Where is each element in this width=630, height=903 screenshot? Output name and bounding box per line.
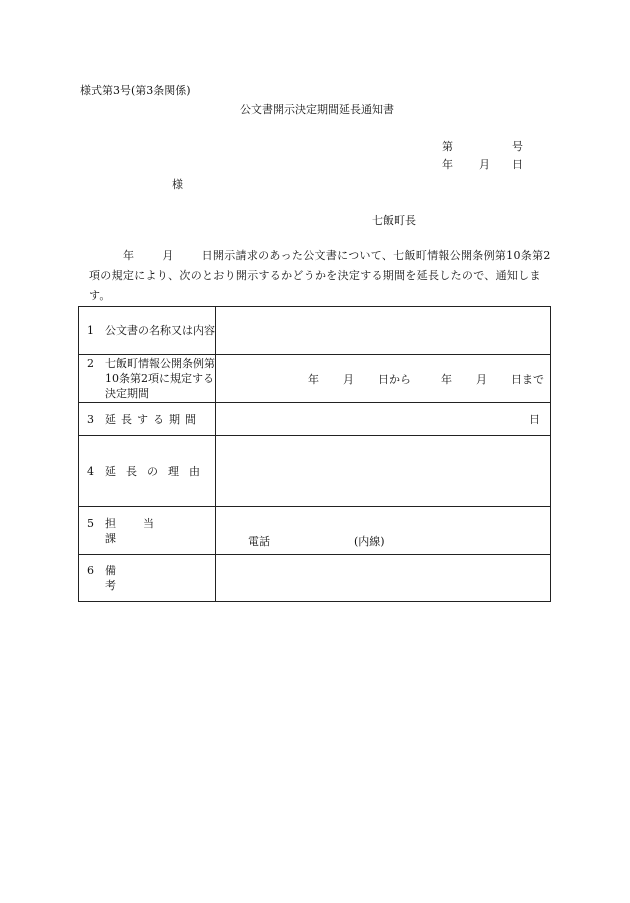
row-label (79, 355, 216, 403)
doc-number-prefix: 第 (442, 140, 453, 153)
department-field[interactable] (216, 507, 551, 555)
extension-period-field[interactable] (216, 403, 551, 436)
table-row (79, 555, 551, 602)
to-day: 日まで (511, 372, 544, 386)
row-label-text: 延長の理由 (105, 464, 210, 478)
row-label-text: 公文書の名称又は内容 (105, 324, 215, 337)
to-month: 月 (476, 372, 487, 386)
extension-reason-field[interactable] (216, 436, 551, 507)
date-year: 年 (442, 158, 453, 171)
row-number: 3 (87, 412, 94, 426)
document-title: 公文書開示決定期間延長通知書 (240, 103, 394, 116)
row-label (79, 403, 216, 436)
row-label (79, 307, 216, 355)
decision-period-field[interactable] (216, 355, 551, 403)
body-year: 年 (123, 249, 135, 262)
extension-label: (内線) (354, 535, 385, 548)
issuer-name: 七飯町長 (372, 214, 416, 227)
row-number: 6 (87, 564, 94, 577)
row-number: 1 (87, 324, 94, 337)
phone-label: 電話 (248, 535, 270, 548)
table-row (79, 436, 551, 507)
document-name-field[interactable] (216, 307, 551, 355)
notice-body (89, 246, 557, 306)
from-day: 日から (378, 372, 411, 386)
row-number: 5 (87, 516, 94, 530)
remarks-field[interactable] (216, 555, 551, 602)
body-text: 日開示請求のあった公文書について、七飯町情報公開条例第10条第2項の規定により、次のとおり開示するかどうかを決定する期間を延長したので、通知します。 (89, 249, 551, 302)
doc-number-suffix: 号 (512, 140, 523, 153)
row-label-text: 担当課 (105, 516, 181, 545)
form-number: 様式第3号(第3条関係) (80, 84, 191, 97)
row-label-text: 七飯町情報公開条例第10条第2項に規定する決定期間 (105, 357, 215, 400)
from-month: 月 (343, 372, 354, 386)
notice-table (78, 306, 551, 602)
from-year: 年 (308, 372, 319, 386)
date-day: 日 (512, 158, 523, 171)
row-label (79, 555, 216, 602)
row-label-text: 延長する期間 (105, 412, 201, 426)
table-row (79, 403, 551, 436)
extension-unit: 日 (529, 413, 540, 426)
body-month: 月 (162, 249, 174, 262)
date-month: 月 (479, 158, 490, 171)
table-row (79, 307, 551, 355)
to-year: 年 (441, 372, 452, 386)
row-label (79, 436, 216, 507)
recipient-honorific: 様 (172, 178, 183, 191)
table-row (79, 355, 551, 403)
table-row (79, 507, 551, 555)
row-number: 2 (87, 357, 94, 370)
row-label-text: 備考 (105, 564, 178, 592)
row-label (79, 507, 216, 555)
row-number: 4 (87, 464, 94, 478)
